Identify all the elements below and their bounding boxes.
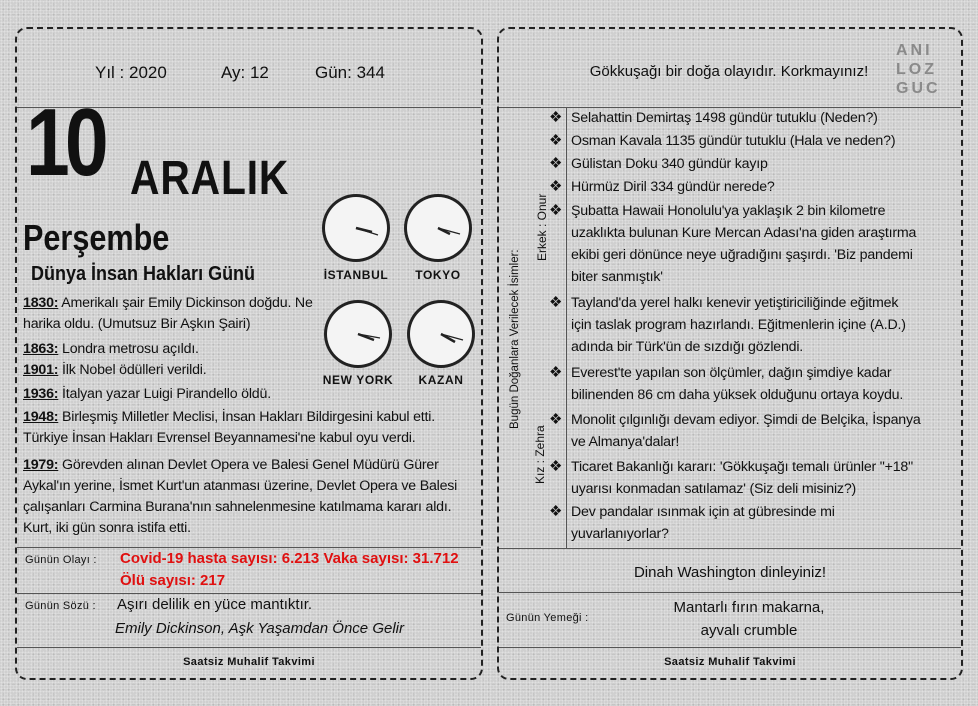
food-of-day-label: Günün Yemeği :: [506, 612, 589, 624]
diamond-bullet-icon: ❖: [549, 202, 563, 219]
event-item: 1979: Görevden alınan Devlet Opera ve Balesi Genel Müdürü Gürer Aykal'ın yerine, İsmet Kurt'un atanması üzerine, Devlet Opera ve Balesi çalışanları Carmina Burana'nın sahnelenmesine katılmama kararı aldı. Kurt, iki gün sonra istifa etti.: [23, 457, 458, 536]
event-item: 1901: İlk Nobel ödülleri verildi.: [23, 362, 207, 378]
diamond-bullet-icon: ❖: [549, 364, 563, 381]
diamond-bullet-icon: ❖: [549, 109, 563, 126]
diamond-bullet-icon: ❖: [549, 411, 563, 428]
column-divider: [566, 107, 567, 548]
footer-label: Saatsiz Muhalif Takvimi: [183, 656, 315, 668]
clock-tokyo-icon: [402, 192, 474, 264]
year-label: Yıl : 2020: [95, 63, 167, 82]
diamond-bullet-icon: ❖: [549, 458, 563, 475]
boy-name: Erkek : Onur: [535, 193, 549, 261]
girl-name: Kız : Zehra: [533, 425, 547, 484]
diamond-bullet-icon: ❖: [549, 178, 563, 195]
divider: [17, 547, 481, 548]
month-label: Ay: 12: [221, 63, 269, 82]
day-of-year-label: Gün: 344: [315, 63, 385, 82]
divider: [499, 647, 961, 648]
names-title: Bugün Doğanlara Verilecek İsimler:: [509, 249, 521, 429]
quote-of-day-label: Günün Sözü :: [25, 600, 96, 612]
music-recommendation: Dinah Washington dinleyiniz!: [633, 564, 827, 581]
diamond-bullet-icon: ❖: [549, 503, 563, 520]
diamond-bullet-icon: ❖: [549, 155, 563, 172]
divider: [499, 548, 961, 549]
weekday: Perşembe: [23, 217, 170, 258]
news-item: ❖ Dev pandalar ısınmak için at gübresinde mi yuvarlanıyorlar?: [549, 503, 835, 542]
event-item: 1830: Amerikalı şair Emily Dickinson doğdu. Ne harika oldu. (Umutsuz Bir Aşkın Şairi): [23, 295, 313, 332]
header-message: Gökkuşağı bir doğa olayıdır. Korkmayınız!: [589, 63, 869, 80]
clock-label: KAZAN: [418, 373, 464, 387]
clock-label: İSTANBUL: [323, 268, 389, 282]
divider: [17, 593, 481, 594]
news-item: ❖ Monolit çılgınlığı devam ediyor. Şimdi de Belçika, İspanya ve Almanya'dalar!: [549, 411, 921, 450]
logo: ANI LOZ GUC: [896, 42, 941, 97]
food-line1: Mantarlı fırın makarna,: [673, 599, 825, 616]
event-item: 1948: Birleşmiş Milletler Meclisi, İnsan Hakları Bildirgesini kabul etti. Türkiye İnsan Hakları Evrensel Beyannamesi'ne kabul oyu verdi.: [23, 409, 435, 446]
clock-istanbul-icon: [320, 192, 392, 264]
news-item: ❖ Ticaret Bakanlığı kararı: 'Gökkuşağı temalı ürünler "+18" uyarısı konmadan satılamaz' (Siz deli misiniz?): [549, 458, 913, 497]
covid-stats-line2: Ölü sayısı: 217: [120, 572, 226, 589]
news-item: ❖ Tayland'da yerel halkı kenevir yetiştiriciliğinde eğitmek için taslak program hazırlandı. Eğitmenlerin içine (A.D.) adında bir Türk'ün de sızdığı gözlendi.: [549, 294, 906, 355]
special-day-title: Dünya İnsan Hakları Günü: [31, 263, 256, 285]
event-item: 1863: Londra metrosu açıldı.: [23, 341, 199, 357]
quote-author: Emily Dickinson, Aşk Yaşamdan Önce Gelir: [115, 620, 404, 637]
footer-label: Saatsiz Muhalif Takvimi: [664, 656, 796, 668]
left-calendar-page: [15, 27, 483, 680]
clock-label: NEW YORK: [322, 373, 394, 387]
news-item: ❖ Hürmüz Diril 334 gündür nerede?: [571, 176, 921, 198]
news-item: ❖ Gülistan Doku 340 gündür kayıp: [571, 153, 921, 175]
month-name: ARALIK: [130, 152, 290, 205]
event-of-day-label: Günün Olayı :: [25, 554, 97, 566]
covid-stats-line1: Covid-19 hasta sayısı: 6.213 Vaka sayısı: 31.712: [120, 550, 459, 567]
food-line2: ayvalı crumble: [700, 622, 798, 639]
clock-kazan-icon: [405, 298, 477, 370]
news-item: ❖ Osman Kavala 1135 gündür tutuklu (Hala ve neden?): [571, 130, 921, 152]
diamond-bullet-icon: ❖: [549, 294, 563, 311]
divider: [499, 592, 961, 593]
news-item: ❖ Selahattin Demirtaş 1498 gündür tutuklu (Neden?): [571, 107, 921, 129]
clock-newyork-icon: [322, 298, 394, 370]
news-item: ❖ Şubatta Hawaii Honolulu'ya yaklaşık 2 bin kilometre uzaklıkta bulunan Kure Mercan Adası'na giden araştırma ekibi geri dönünce neye uğradığını şaşırdı. 'Biz pandemi biter sanmıştık': [549, 202, 917, 285]
diamond-bullet-icon: ❖: [549, 132, 563, 149]
clock-label: TOKYO: [415, 268, 461, 282]
event-item: 1936: İtalyan yazar Luigi Pirandello öldü.: [23, 386, 271, 402]
day-number: 10: [26, 89, 104, 196]
right-calendar-page: [497, 27, 963, 680]
divider: [17, 647, 481, 648]
news-item: ❖ Everest'te yapılan son ölçümler, dağın şimdiye kadar bilinenden 86 cm daha yüksek olduğunu ortaya koydu.: [549, 364, 904, 403]
quote-text: Aşırı delilik en yüce mantıktır.: [117, 596, 313, 613]
